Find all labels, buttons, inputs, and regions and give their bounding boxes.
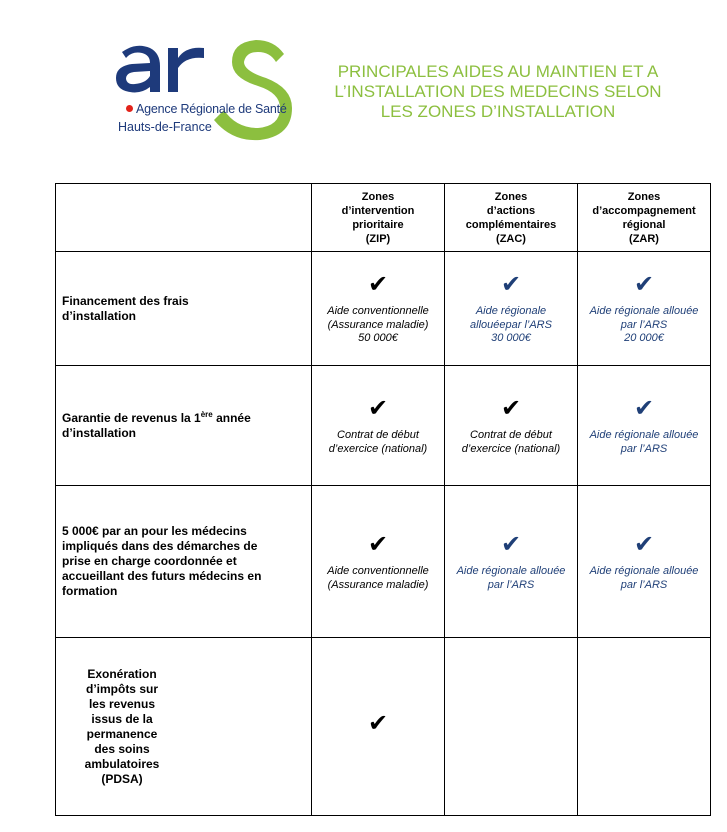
row-label: 5 000€ par an pour les médecins impliqués dans des démarches de prise en charge coordonnée et accueillant des futurs médecins en formation <box>56 486 312 638</box>
check-icon: ✔ <box>367 531 389 558</box>
check-icon: ✔ <box>500 271 522 299</box>
table-cell: ✔ Aide conventionnelle (Assurance maladie) <box>312 486 445 638</box>
table-row <box>56 638 711 816</box>
table-row <box>56 252 711 366</box>
check-icon: ✔ <box>367 271 389 299</box>
check-icon: ✔ <box>633 271 655 299</box>
table-header-row <box>56 184 711 252</box>
table-cell: ✔ Contrat de début d’exercice (national) <box>445 366 578 486</box>
table-cell-empty <box>445 638 578 816</box>
header-zac: Zones d’actions complémentaires (ZAC) <box>445 184 578 252</box>
check-icon: ✔ <box>633 395 655 422</box>
table-cell <box>312 638 445 816</box>
table-cell: ✔ Aide régionale allouée par l’ARS <box>578 486 711 638</box>
table-cell: ✔ Aide régionale allouée par l’ARS 20 000€ <box>578 252 711 366</box>
agency-name: Agence Régionale de Santé <box>126 102 287 116</box>
row-label: Financement des frais d’installation <box>56 252 312 366</box>
check-icon: ✔ <box>633 531 655 558</box>
row-label: Garantie de revenus la 1ère année d’installation <box>56 366 312 486</box>
header-zar: Zones d’accompagnement régional (ZAR) <box>578 184 711 252</box>
row-label: Exonération d’impôts sur les revenus issus de la permanence des soins ambulatoires (PDSA) <box>56 638 312 816</box>
title-line: L’INSTALLATION DES MEDECINS SELON <box>334 82 662 101</box>
check-icon: ✔ <box>500 531 522 558</box>
table-cell: ✔ Aide régionale allouéepar l’ARS 30 000€ <box>445 252 578 366</box>
check-icon: ✔ <box>500 395 522 422</box>
title-line: LES ZONES D’INSTALLATION <box>380 102 616 121</box>
red-dot-icon <box>126 105 133 112</box>
table-cell-empty <box>578 638 711 816</box>
page-title <box>318 62 678 122</box>
header-zip: Zones d’intervention prioritaire (ZIP) <box>312 184 445 252</box>
title-line: PRINCIPALES AIDES AU MAINTIEN ET A <box>337 62 659 81</box>
table-cell: ✔ Contrat de début d’exercice (national) <box>312 366 445 486</box>
table-row <box>56 486 711 638</box>
table-cell: ✔ Aide régionale allouée par l’ARS <box>578 366 711 486</box>
aid-table <box>55 183 711 816</box>
table-row <box>56 366 711 486</box>
check-icon: ✔ <box>367 709 389 737</box>
table-cell: ✔ Aide régionale allouée par l’ARS <box>445 486 578 638</box>
table-cell: ✔ Aide conventionnelle (Assurance maladie) 50 000€ <box>312 252 445 366</box>
region-name: Hauts-de-France <box>118 120 212 134</box>
check-icon: ✔ <box>367 395 389 422</box>
ars-logo <box>108 36 308 148</box>
header-empty <box>56 184 312 252</box>
